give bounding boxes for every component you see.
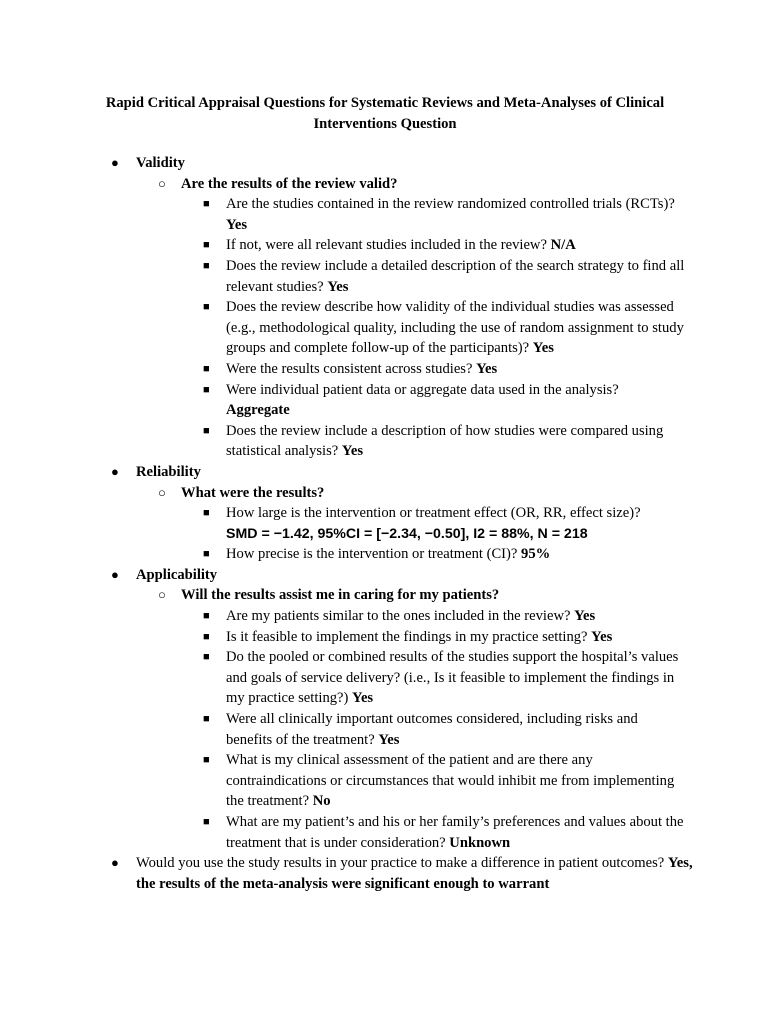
square-bullet-icon: ■ [203,713,210,726]
square-bullet-icon: ■ [203,507,210,520]
circle-bullet-icon: ○ [158,175,166,191]
subsection-reliability [0,483,691,504]
list-item [0,606,686,627]
list-item [0,235,686,256]
square-bullet-icon: ■ [203,610,210,623]
question-text: How large is the intervention or treatment effect (OR, RR, effect size)? [226,505,641,522]
list-item [0,380,686,421]
square-bullet-icon: ■ [203,754,210,767]
question-text: If not, were all relevant studies included in the review? [226,237,547,254]
section-heading: Validity [136,155,185,171]
section-validity [0,153,696,174]
answer-text: 95% [521,546,551,563]
answer-text: Yes [327,278,349,295]
square-bullet-icon: ■ [203,651,210,664]
disc-bullet-icon: ● [111,855,119,871]
question-text: What is my clinical assessment of the patient and are there any contraindications or circumstances that would inhibit me from implementing the treatment? [226,752,675,810]
appraisal-list [0,153,768,894]
square-bullet-icon: ■ [203,548,210,561]
question-text: Does the review describe how validity of the individual studies was assessed (e.g., methodological quality, including the use of random assignment to study groups and complete follow-up of the participants)? [226,299,684,357]
answer-text: Yes [476,360,498,377]
subsection-applicability [0,585,691,606]
question-text: Were individual patient data or aggregate data used in the analysis? [226,381,619,398]
list-item [0,812,686,853]
list-item [0,544,686,565]
section-heading: Reliability [136,463,201,480]
subsection-validity [0,174,691,195]
disc-bullet-icon: ● [111,463,119,479]
answer-text: Yes [341,443,363,460]
question-text: Does the review include a description of how studies were compared using statistical analysis? [226,422,664,460]
square-bullet-icon: ■ [203,630,210,643]
circle-bullet-icon: ○ [158,587,166,603]
section-reliability [0,462,696,483]
question-text: Does the review include a detailed description of the search strategy to find all relevant studies? [226,257,685,295]
question-text: Are my patients similar to the ones included in the review? [226,608,571,625]
answer-text: Aggregate [226,402,290,419]
effect-size-answer: SMD = −1.42, 95%CI = [−2.34, −0.50], I2 = 88%, N = 218 [226,525,588,542]
list-item [0,503,686,544]
square-bullet-icon: ■ [203,239,210,252]
list-item [0,297,686,359]
question-text: Were the results consistent across studies? [226,360,473,377]
document-title: Rapid Critical Appraisal Questions for Systematic Reviews and Meta-Analyses of Clinical Interventions Question [105,95,665,132]
list-item [0,647,686,709]
square-bullet-icon: ■ [203,424,210,437]
answer-text: Yes [574,608,596,625]
answer-text: Yes [591,628,613,645]
section-applicability [0,565,696,586]
answer-text: Unknown [449,834,511,851]
square-bullet-icon: ■ [203,198,210,211]
answer-text: Yes [352,690,374,707]
answer-text: N/A [550,237,576,254]
list-item [0,194,686,235]
list-item [0,421,686,462]
list-item [0,627,686,648]
answer-text: No [312,793,331,810]
square-bullet-icon: ■ [203,383,210,396]
final-question [0,853,696,894]
circle-bullet-icon: ○ [158,484,166,500]
square-bullet-icon: ■ [203,301,210,314]
answer-text: Yes, the results of the meta-analysis were significant enough to warrant [136,855,693,892]
question-text: How precise is the intervention or treatment (CI)? [226,546,518,563]
section-heading: Applicability [136,566,218,583]
list-item [0,359,686,380]
answer-text: Yes [226,216,248,233]
square-bullet-icon: ■ [203,362,210,375]
answer-text: Yes [532,340,554,357]
answer-text: Yes [378,731,400,748]
square-bullet-icon: ■ [203,259,210,272]
square-bullet-icon: ■ [203,816,210,828]
list-item [0,709,686,750]
list-item [0,750,686,812]
question-text: Are the studies contained in the review randomized controlled trials (RCTs)? [226,196,675,213]
question-text: Were all clinically important outcomes considered, including risks and benefits of the treatment? [226,711,638,748]
question-text: Is it feasible to implement the findings in my practice setting? [226,628,588,645]
disc-bullet-icon: ● [111,566,119,582]
disc-bullet-icon: ● [111,155,119,170]
subsection-heading: Are the results of the review valid? [181,175,398,192]
list-item [0,256,686,297]
subsection-heading: What were the results? [181,484,325,501]
subsection-heading: Will the results assist me in caring for my patients? [181,587,500,604]
question-text: Would you use the study results in your practice to make a difference in patient outcomes? [136,855,665,872]
question-text: What are my patient’s and his or her family’s preferences and values about the treatment that is under consideration? [226,814,684,851]
question-text: Do the pooled or combined results of the studies support the hospital’s values and goals of service delivery? (i.e., Is it feasible to implement the findings in my practice setting?) [226,649,679,707]
